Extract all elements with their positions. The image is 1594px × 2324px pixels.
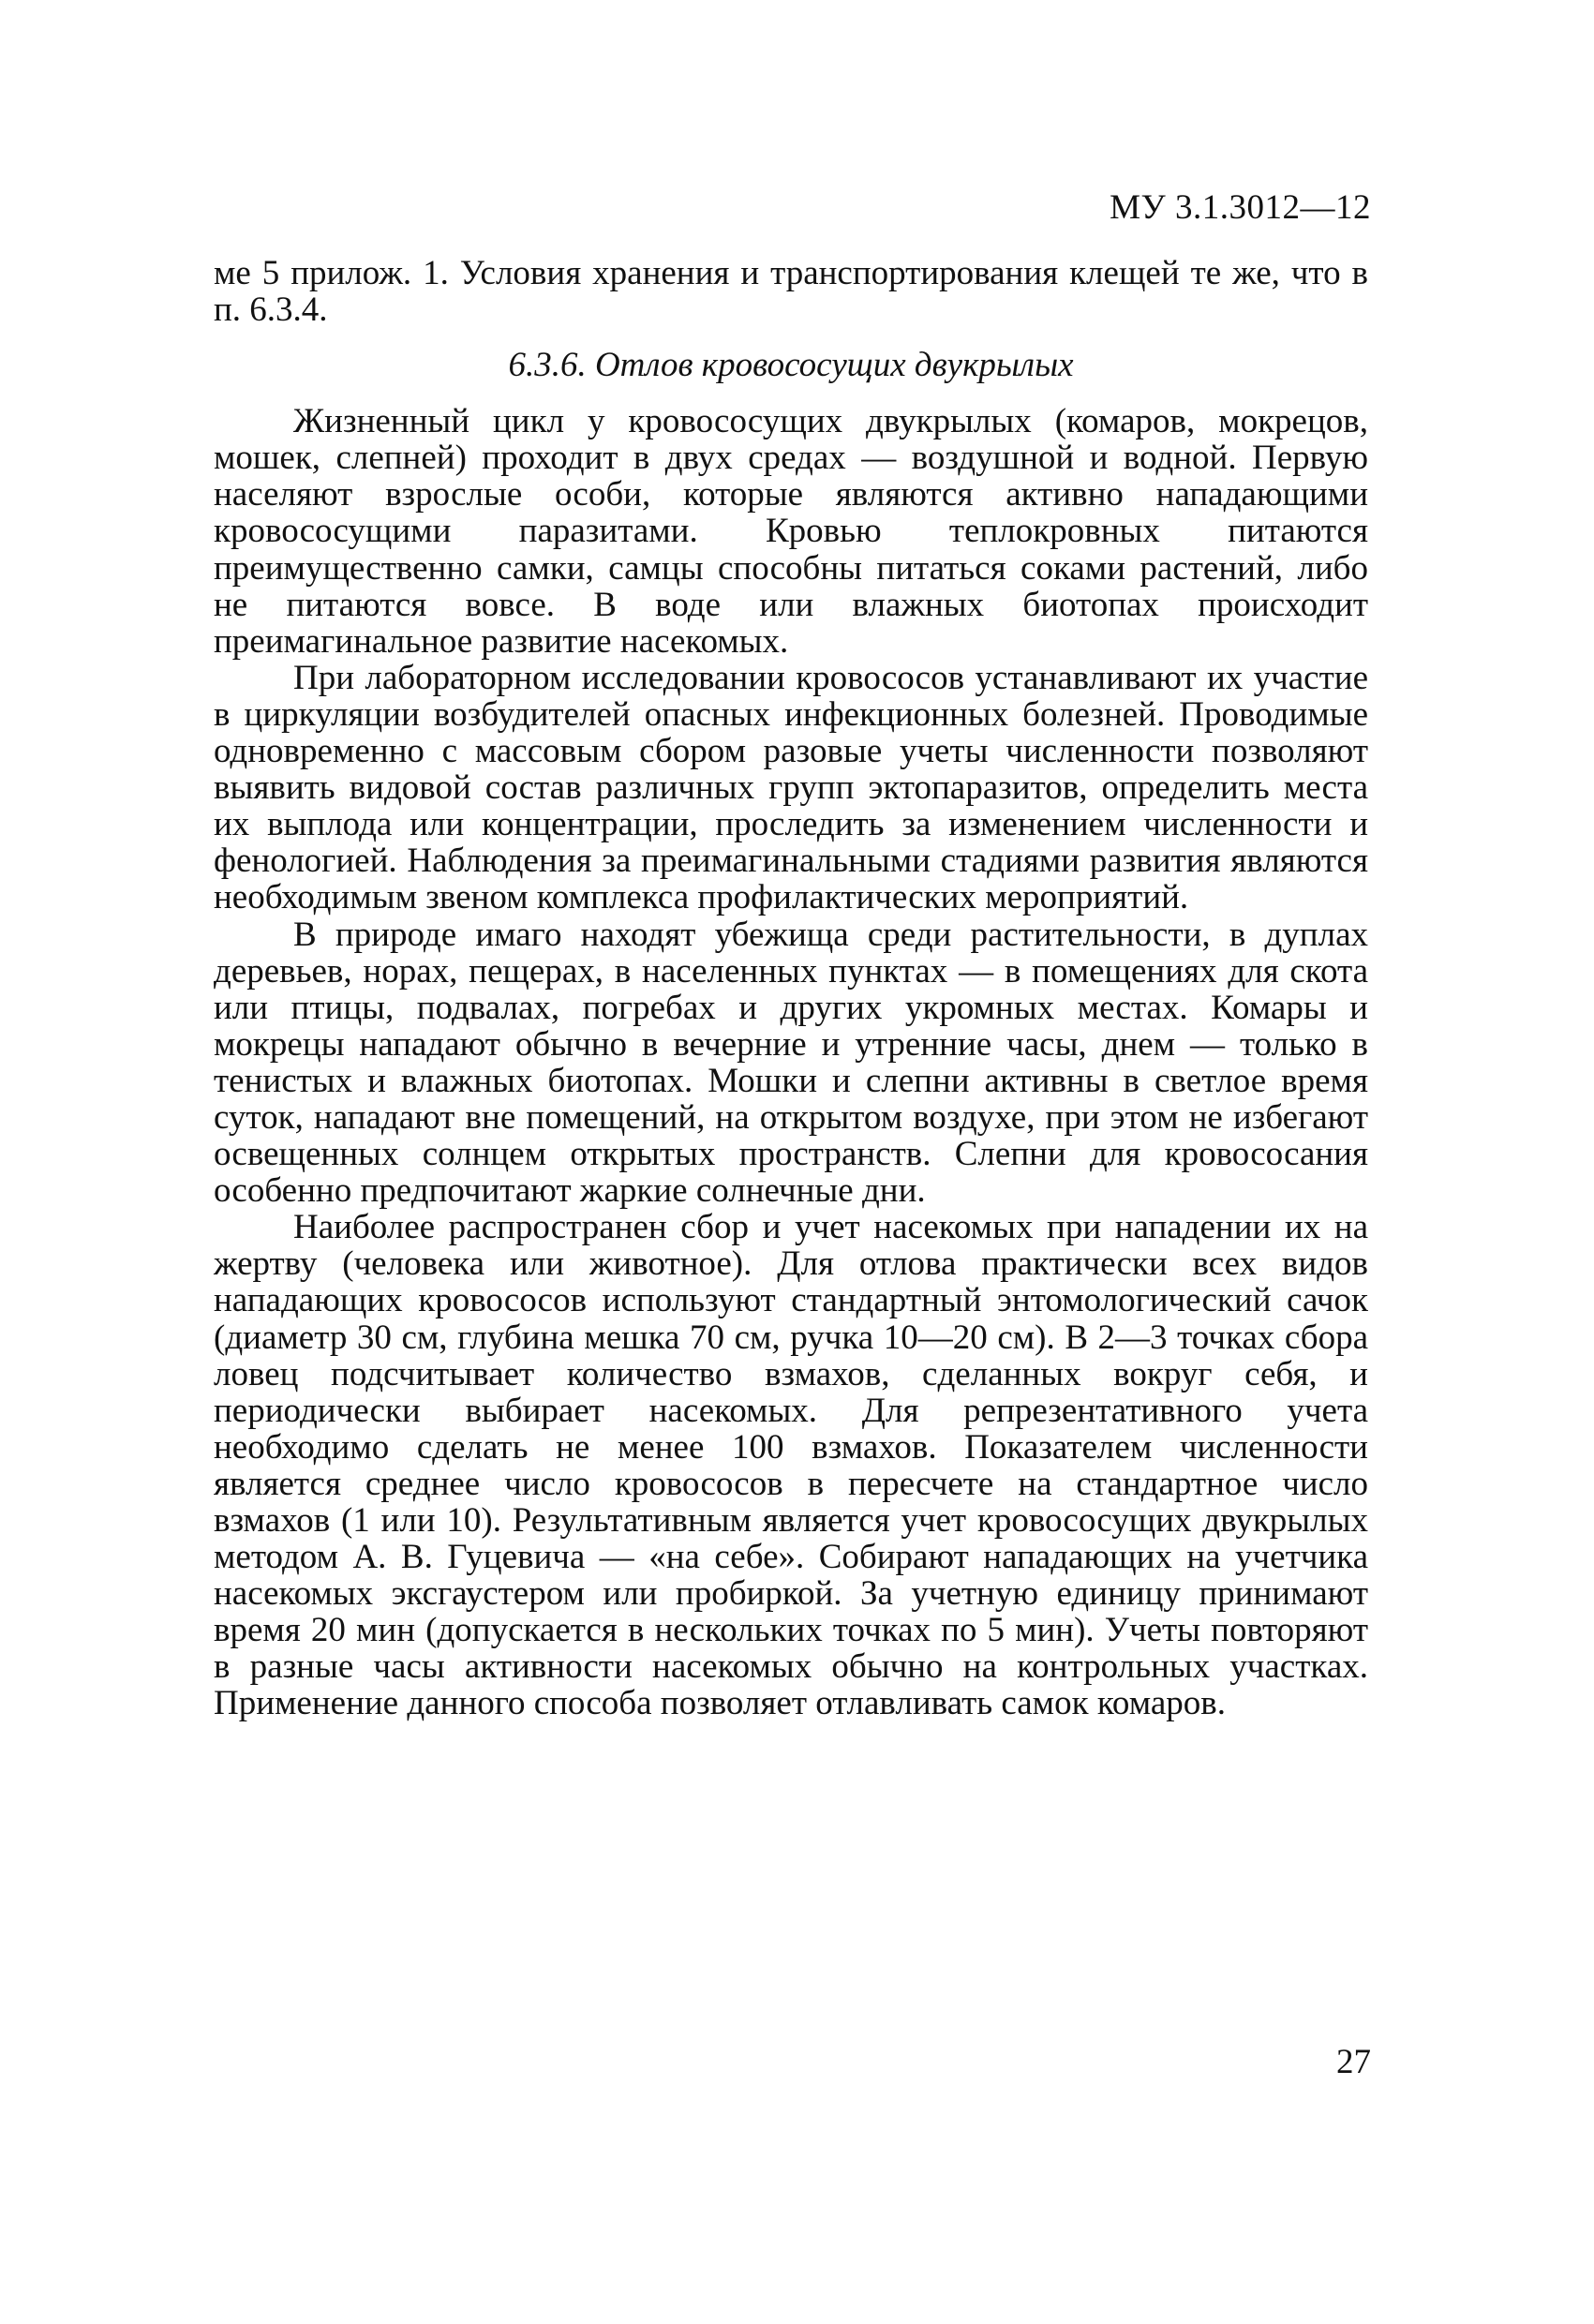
- body-text: [214, 255, 1368, 1722]
- document-code: МУ 3.1.3012—12: [1110, 188, 1371, 227]
- page-number: 27: [1336, 2043, 1371, 2081]
- paragraph-1: Жизненный цикл у кровососущих двукрылых (комаров, мокрецов, мошек, слепней) проходит в двух средах — воздушной и водной. Первую населяют взрослые особи, которые являются активно нападающими кровососущими паразитами. Кровью теплокровных питаются преимущественно самки, самцы способны питаться соками растений, либо не питаются вовсе. В воде или влажных биотопах происходит преимагинальное развитие насекомых.: [214, 402, 1368, 661]
- section-heading: 6.3.6. Отлов кровососущих двукрылых: [508, 346, 1074, 385]
- paragraph-3: В природе имаго находят убежища среди растительности, в дуплах деревьев, норах, пещерах, в населенных пунктах — в помещениях для скота или птицы, подвалах, погребах и других укромных местах. Комары и мокрецы нападают обычно в вечерние и утренние часы, днем — только в тенистых и влажных биотопах. Мошки и слепни активны в светлое время суток, нападают вне помещений, на открытом воздухе, при этом не избегают освещенных солнцем открытых пространств. Слепни для кровососания особенно предпочитают жаркие солнечные дни.: [214, 915, 1368, 1211]
- paragraph-2: При лабораторном исследовании кровососов устанавливают их участие в циркуляции возбудителей опасных инфекционных болезней. Проводимые одновременно с массовым сбором разовые учеты численности позволяют выявить видовой состав различных групп эктопаразитов, определить места их выплода или концентрации, проследить за изменением численности и фенологией. Наблюдения за преимагинальными стадиями развития являются необходимым звеном комплекса профилактических мероприятий.: [214, 658, 1368, 917]
- paragraph-4: Наиболее распространен сбор и учет насекомых при нападении их на жертву (человека или животное). Для отлова практически всех видов нападающих кровососов используют стандартный энтомологический сачок (диаметр 30 см, глубина мешка 70 см, ручка 10—20 см). В 2—3 точках сбора ловец подсчитывает количество взмахов, сделанных вокруг себя, и периодически выбирает насекомых. Для репрезентативного учета необходимо сделать не менее 100 взмахов. Показателем численности является среднее число кровососов в пересчете на стандартное число взмахов (1 или 10). Результативным является учет кровососущих двукрылых методом А. В. Гуцевича — «на себе». Собирают нападающих на учетчика насекомых эксгаустером или пробиркой. За учетную единицу принимают время 20 мин (допускается в нескольких точках по 5 мин). Учеты повторяют в разные часы активности насекомых обычно на контрольных участках. Применение данного способа позволяет отлавливать самок комаров.: [214, 1208, 1368, 1723]
- continuation-paragraph: ме 5 прилож. 1. Условия хранения и транспортирования клещей те же, что в п. 6.3.4.: [214, 254, 1368, 330]
